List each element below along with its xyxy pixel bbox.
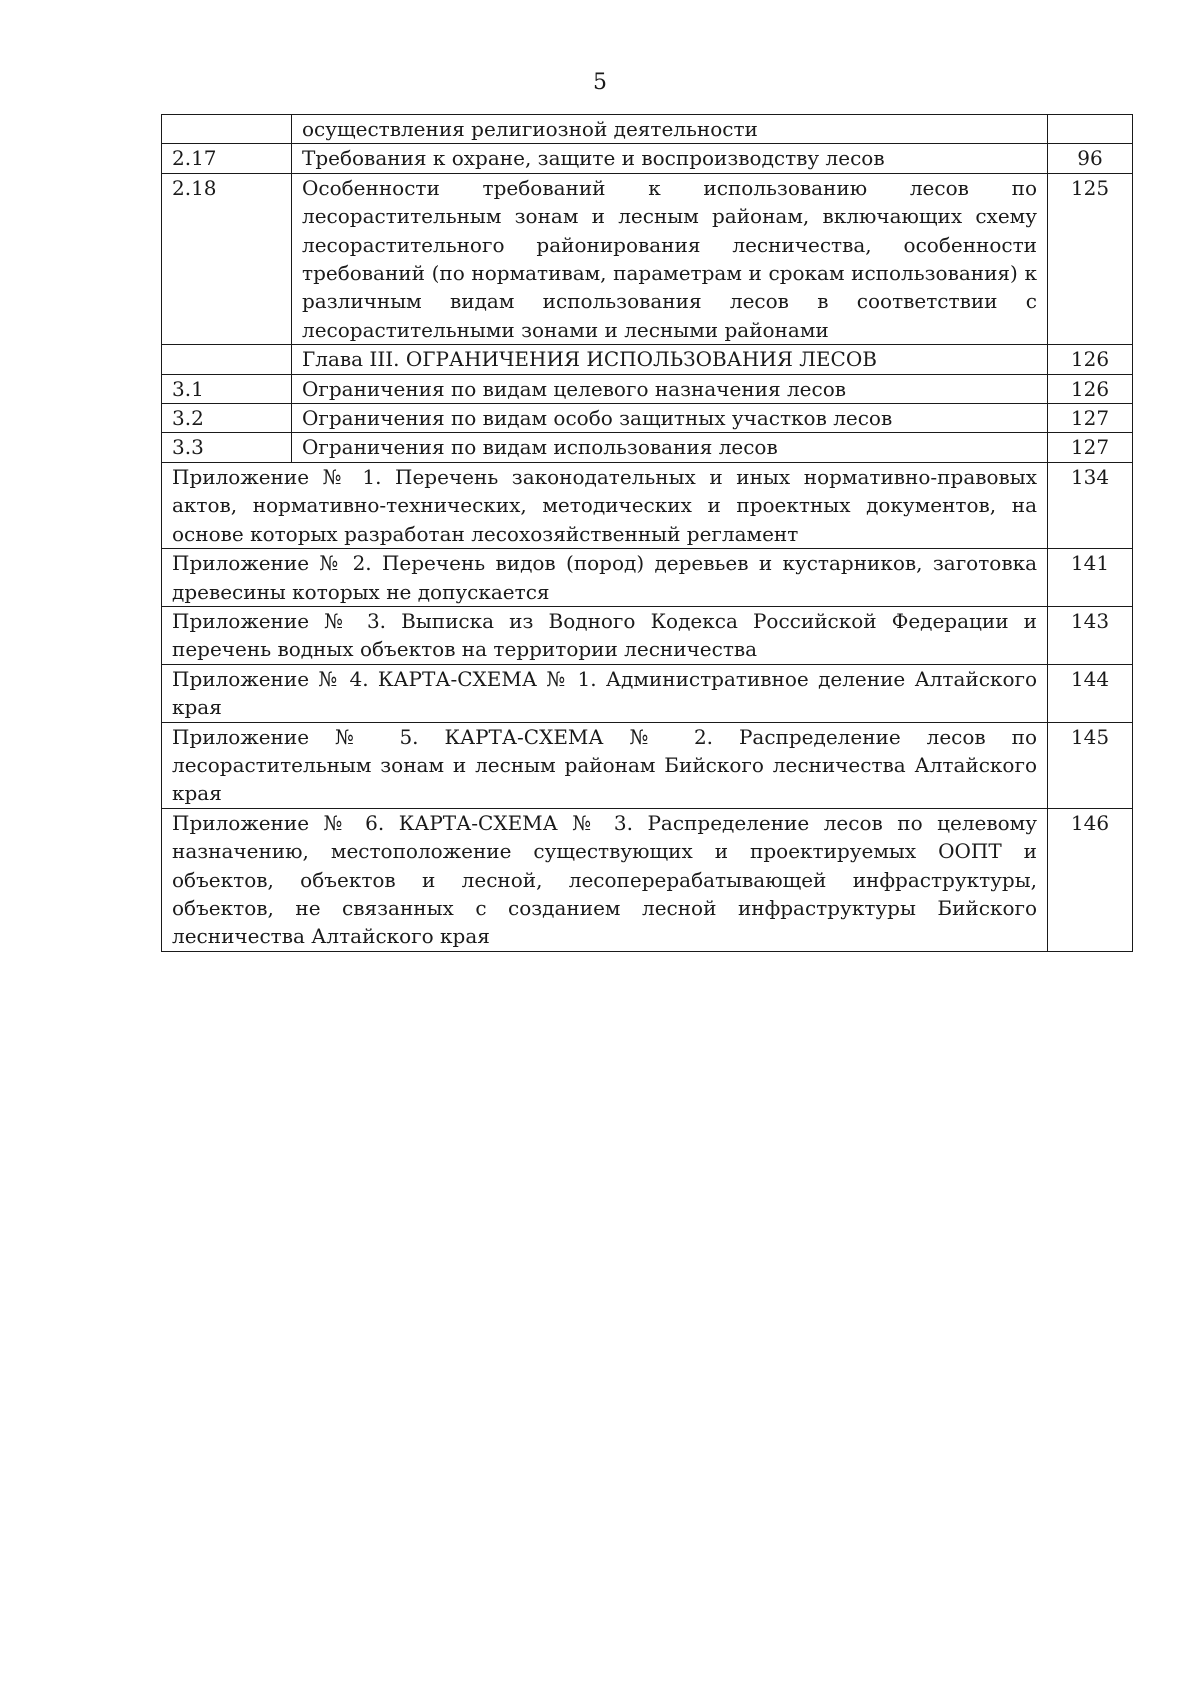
toc-row (162, 173, 1133, 344)
page-ref: 141 (1048, 549, 1133, 607)
toc-row (162, 404, 1133, 433)
section-number (162, 345, 292, 374)
page-ref: 96 (1048, 144, 1133, 173)
section-number: 3.2 (162, 404, 292, 433)
table-of-contents (161, 114, 1133, 952)
toc-row (162, 115, 1133, 144)
section-title: Ограничения по видам использования лесов (292, 433, 1048, 462)
appendix-title: Приложение № 4. КАРТА-СХЕМА № 1. Административное деление Алтайского края (162, 664, 1048, 722)
page-ref: 146 (1048, 808, 1133, 951)
page-ref: 125 (1048, 173, 1133, 344)
section-title: осуществления религиозной деятельности (292, 115, 1048, 144)
chapter-title: Глава III. ОГРАНИЧЕНИЯ ИСПОЛЬЗОВАНИЯ ЛЕСОВ (292, 345, 1048, 374)
appendix-row (162, 722, 1133, 808)
appendix-title: Приложение № 3. Выписка из Водного Кодекса Российской Федерации и перечень водных объектов на территории лесничества (162, 606, 1048, 664)
section-number (162, 115, 292, 144)
toc-row (162, 345, 1133, 374)
page-ref: 126 (1048, 345, 1133, 374)
section-title: Особенности требований к использованию лесов по лесорастительным зонам и лесным районам, включающих схему лесорастительного районирования лесничества, особенности требований (по нормативам, параметрам и срокам использования) к различным видам использования лесов в соответствии с лесорастительными зонами и лесными районами (292, 173, 1048, 344)
page-ref: 126 (1048, 374, 1133, 403)
page-ref: 134 (1048, 462, 1133, 548)
appendix-title: Приложение № 2. Перечень видов (пород) деревьев и кустарников, заготовка древесины которых не допускается (162, 549, 1048, 607)
appendix-title: Приложение № 1. Перечень законодательных и иных нормативно-правовых актов, нормативно-технических, методических и проектных документов, на основе которых разработан лесохозяйственный регламент (162, 462, 1048, 548)
page-ref (1048, 115, 1133, 144)
appendix-row (162, 664, 1133, 722)
appendix-row (162, 808, 1133, 951)
page-ref: 144 (1048, 664, 1133, 722)
section-number: 3.3 (162, 433, 292, 462)
section-number: 2.17 (162, 144, 292, 173)
toc-row (162, 433, 1133, 462)
appendix-row (162, 462, 1133, 548)
toc-row (162, 374, 1133, 403)
toc-row (162, 144, 1133, 173)
appendix-row (162, 549, 1133, 607)
section-title: Требования к охране, защите и воспроизводству лесов (292, 144, 1048, 173)
section-title: Ограничения по видам целевого назначения лесов (292, 374, 1048, 403)
page-ref: 145 (1048, 722, 1133, 808)
appendix-row (162, 606, 1133, 664)
page-number: 5 (593, 70, 607, 95)
page-ref: 143 (1048, 606, 1133, 664)
page-ref: 127 (1048, 433, 1133, 462)
appendix-title: Приложение № 5. КАРТА-СХЕМА № 2. Распределение лесов по лесорастительным зонам и лесным районам Бийского лесничества Алтайского края (162, 722, 1048, 808)
section-number: 2.18 (162, 173, 292, 344)
section-title: Ограничения по видам особо защитных участков лесов (292, 404, 1048, 433)
page-ref: 127 (1048, 404, 1133, 433)
section-number: 3.1 (162, 374, 292, 403)
appendix-title: Приложение № 6. КАРТА-СХЕМА № 3. Распределение лесов по целевому назначению, местоположение существующих и проектируемых ООПТ и объектов, объектов и лесной, лесоперерабатывающей инфраструктуры, объектов, не связанных с созданием лесной инфраструктуры Бийского лесничества Алтайского края (162, 808, 1048, 951)
